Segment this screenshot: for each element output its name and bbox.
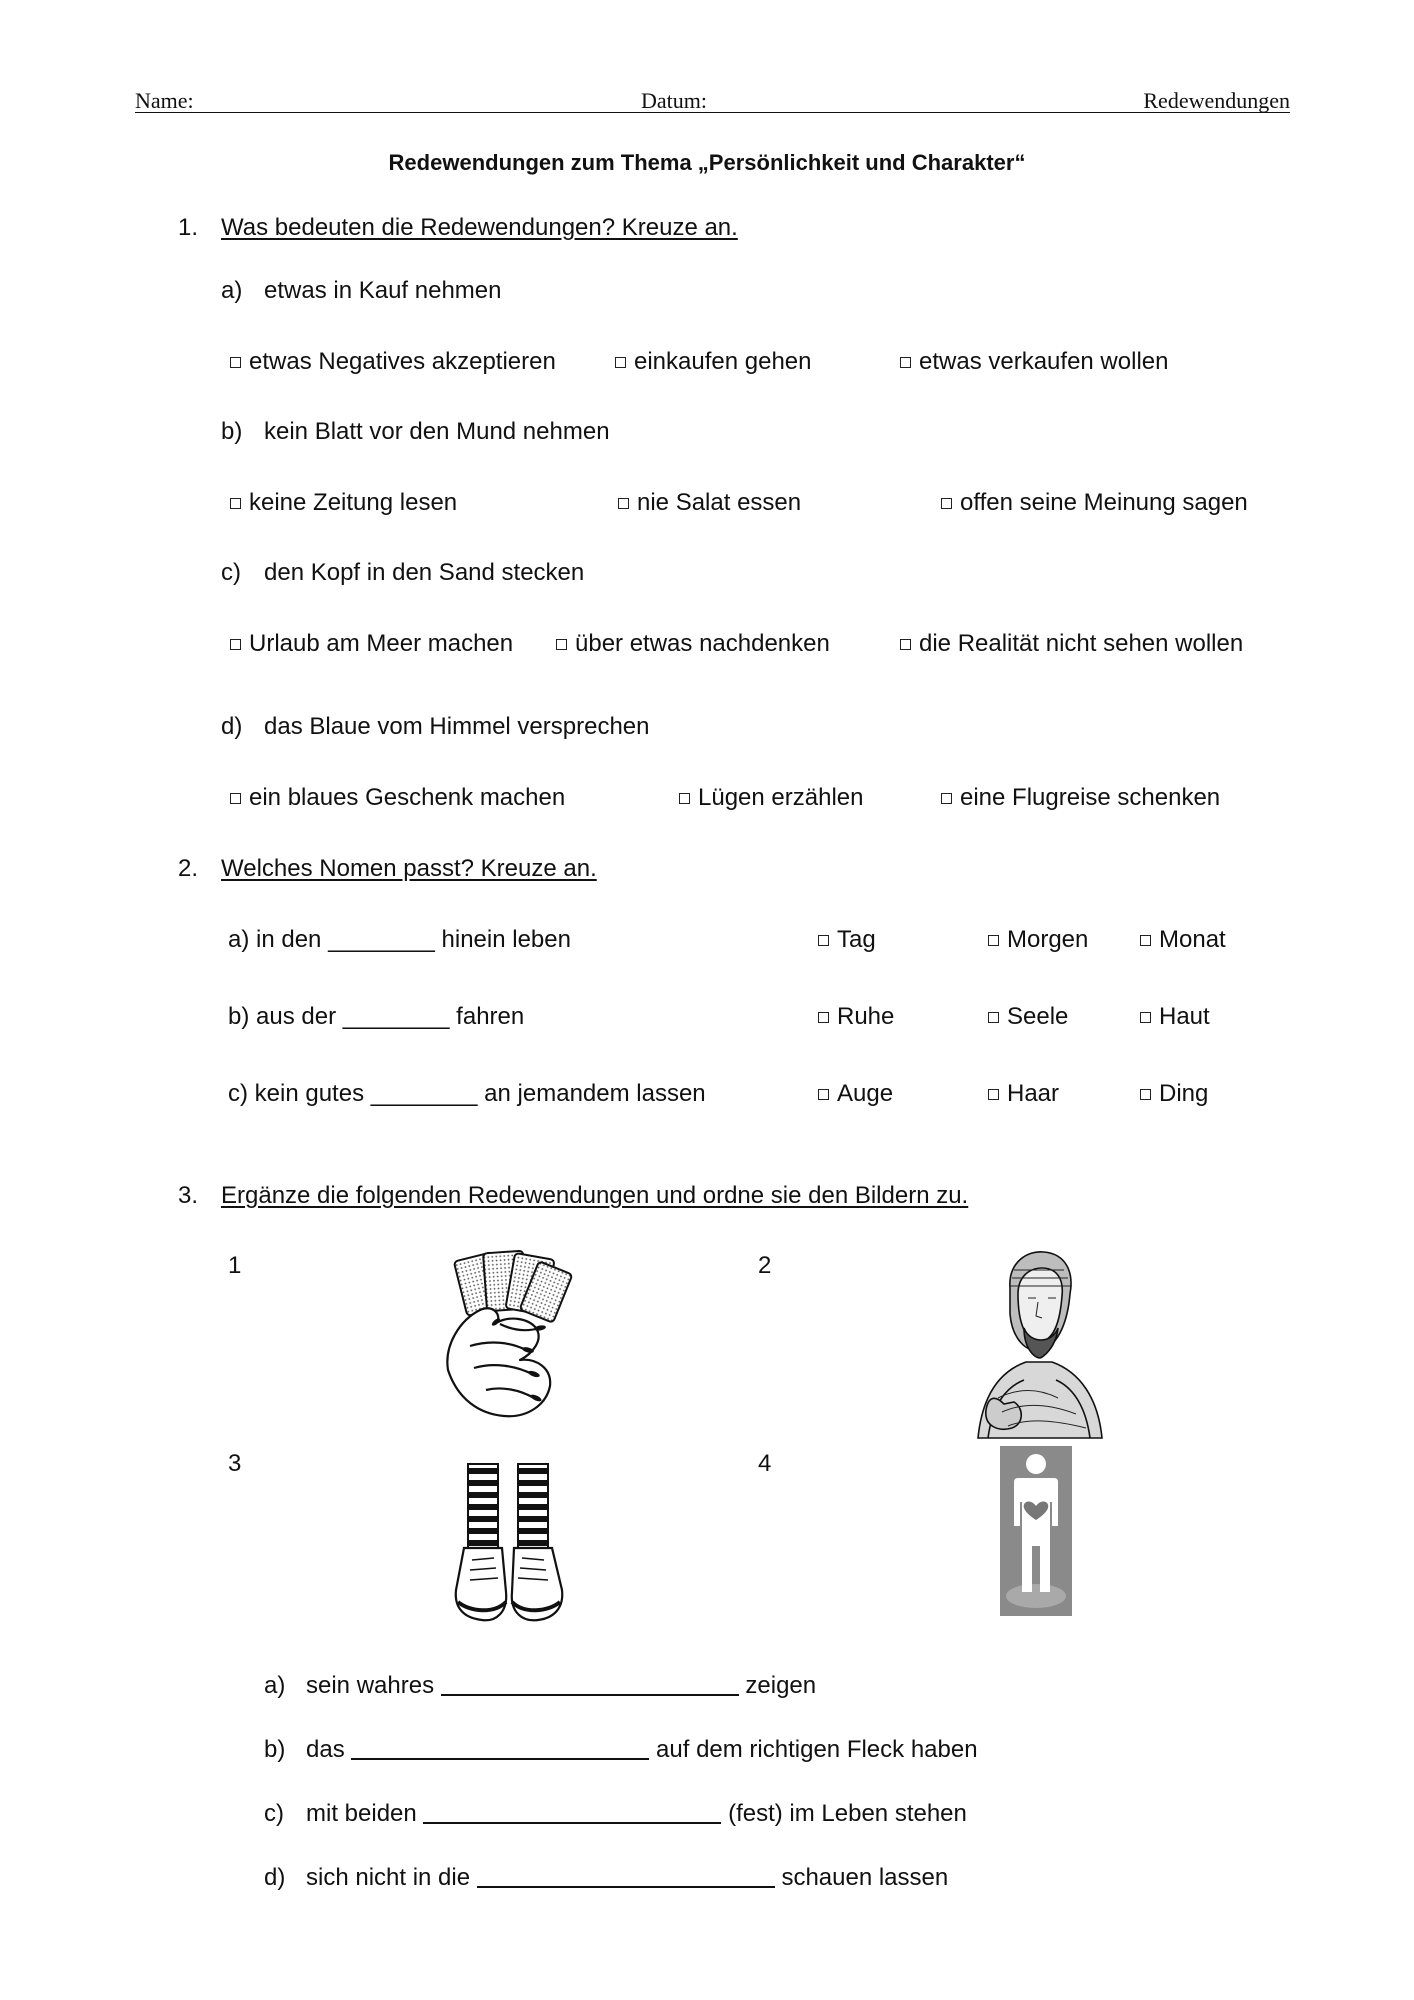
sentence-after: zeigen [745, 1672, 817, 1699]
checkbox-option[interactable] [941, 489, 1248, 517]
task1-a-letter: a) [221, 277, 243, 304]
option-label: Haar [1007, 1080, 1060, 1107]
option-label: etwas Negatives akzeptieren [249, 348, 556, 375]
checkbox-option[interactable] [900, 630, 1243, 658]
checkbox-icon[interactable] [941, 498, 952, 509]
sentence-letter: d) [264, 1864, 286, 1891]
checkbox-icon[interactable] [556, 639, 567, 650]
option-label: Monat [1159, 926, 1226, 953]
checkbox-option[interactable] [818, 1080, 893, 1108]
page-title: Redewendungen zum Thema „Persönlichkeit und Charakter“ [388, 150, 1026, 175]
checkbox-option[interactable] [230, 784, 565, 812]
checkbox-option[interactable] [818, 1003, 894, 1031]
checkbox-icon[interactable] [230, 357, 241, 368]
sentence-letter: c) [264, 1800, 284, 1827]
checkbox-option[interactable] [1140, 1003, 1210, 1031]
sentence-c [306, 1800, 967, 1828]
checkbox-option[interactable] [988, 1080, 1059, 1108]
checkbox-option[interactable] [230, 630, 513, 658]
option-label: Seele [1007, 1003, 1069, 1030]
option-label: Lügen erzählen [698, 784, 864, 811]
checkbox-icon[interactable] [818, 1089, 829, 1100]
checkbox-icon[interactable] [988, 1012, 999, 1023]
checkbox-icon[interactable] [618, 498, 629, 509]
checkbox-option[interactable] [679, 784, 863, 812]
checkbox-option[interactable] [900, 348, 1168, 376]
task1-d-phrase: das Blaue vom Himmel versprechen [264, 713, 650, 740]
sentence-before: das [306, 1736, 345, 1763]
checkbox-icon[interactable] [615, 357, 626, 368]
option-label: Ruhe [837, 1003, 895, 1030]
checkbox-icon[interactable] [1140, 1089, 1151, 1100]
task3-number: 3. [178, 1182, 199, 1209]
answer-blank[interactable] [477, 1866, 775, 1888]
header-rule [135, 112, 1290, 113]
checkbox-icon[interactable] [1140, 1012, 1151, 1023]
checkbox-icon[interactable] [818, 935, 829, 946]
cards-in-hands-icon [440, 1250, 575, 1422]
task1-instruction: Was bedeuten die Redewendungen? Kreuze an. [221, 214, 738, 241]
sentence-d [306, 1864, 948, 1892]
task1-b-phrase: kein Blatt vor den Mund nehmen [264, 418, 610, 445]
sentence-before: mit beiden [306, 1800, 417, 1827]
portrait-man-icon [968, 1248, 1108, 1438]
option-label: Ding [1159, 1080, 1209, 1107]
checkbox-icon[interactable] [230, 639, 241, 650]
sentence-after: (fest) im Leben stehen [728, 1800, 967, 1827]
option-label: keine Zeitung lesen [249, 489, 458, 516]
task2-a-text: a) in den ________ hinein leben [228, 926, 571, 953]
picture-number: 3 [228, 1450, 242, 1477]
checkbox-option[interactable] [1140, 926, 1226, 954]
checkbox-icon[interactable] [988, 1089, 999, 1100]
checkbox-option[interactable] [988, 926, 1088, 954]
option-label: über etwas nachdenken [575, 630, 830, 657]
option-label: Tag [837, 926, 876, 953]
option-label: etwas verkaufen wollen [919, 348, 1169, 375]
figure-with-heart-icon [1000, 1446, 1072, 1616]
checkbox-option[interactable] [556, 630, 830, 658]
option-label: Morgen [1007, 926, 1089, 953]
task1-c-phrase: den Kopf in den Sand stecken [264, 559, 585, 586]
checkbox-icon[interactable] [900, 639, 911, 650]
checkbox-icon[interactable] [1140, 935, 1151, 946]
answer-blank[interactable] [441, 1674, 739, 1696]
checkbox-option[interactable] [230, 489, 457, 517]
sentence-before: sich nicht in die [306, 1864, 471, 1891]
date-label: Datum: [641, 88, 707, 113]
checkbox-option[interactable] [818, 926, 876, 954]
task3-instruction: Ergänze die folgenden Redewendungen und ordne sie den Bildern zu. [221, 1182, 969, 1209]
checkbox-icon[interactable] [679, 793, 690, 804]
option-label: nie Salat essen [637, 489, 802, 516]
task2-instruction: Welches Nomen passt? Kreuze an. [221, 855, 597, 882]
task2-number: 2. [178, 855, 199, 882]
checkbox-option[interactable] [988, 1003, 1068, 1031]
picture-number: 4 [758, 1450, 772, 1477]
sentence-letter: a) [264, 1672, 286, 1699]
checkbox-icon[interactable] [230, 498, 241, 509]
option-label: eine Flugreise schenken [960, 784, 1221, 811]
checkbox-option[interactable] [1140, 1080, 1208, 1108]
checkbox-option[interactable] [615, 348, 812, 376]
sentence-b [306, 1736, 978, 1764]
checkbox-icon[interactable] [941, 793, 952, 804]
sentence-after: auf dem richtigen Fleck haben [656, 1736, 978, 1763]
sentence-after: schauen lassen [781, 1864, 949, 1891]
task2-b-text: b) aus der ________ fahren [228, 1003, 525, 1030]
picture-number: 2 [758, 1252, 772, 1279]
name-label: Name: [135, 88, 194, 113]
task1-b-letter: b) [221, 418, 243, 445]
topic-label: Redewendungen [1143, 88, 1290, 113]
answer-blank[interactable] [423, 1802, 721, 1824]
checkbox-icon[interactable] [900, 357, 911, 368]
checkbox-icon[interactable] [818, 1012, 829, 1023]
answer-blank[interactable] [351, 1738, 649, 1760]
option-label: Auge [837, 1080, 894, 1107]
option-label: Urlaub am Meer machen [249, 630, 514, 657]
checkbox-option[interactable] [618, 489, 801, 517]
sentence-letter: b) [264, 1736, 286, 1763]
task1-number: 1. [178, 214, 199, 241]
striped-legs-sneakers-icon [450, 1462, 570, 1624]
task1-c-letter: c) [221, 559, 241, 586]
picture-number: 1 [228, 1252, 242, 1279]
checkbox-option[interactable] [230, 348, 556, 376]
option-label: einkaufen gehen [634, 348, 812, 375]
task1-a-phrase: etwas in Kauf nehmen [264, 277, 502, 304]
option-label: Haut [1159, 1003, 1210, 1030]
checkbox-option[interactable] [941, 784, 1220, 812]
checkbox-icon[interactable] [988, 935, 999, 946]
sentence-before: sein wahres [306, 1672, 435, 1699]
sentence-a [306, 1672, 816, 1700]
task2-c-text: c) kein gutes ________ an jemandem lassen [228, 1080, 706, 1107]
option-label: die Realität nicht sehen wollen [919, 630, 1244, 657]
option-label: ein blaues Geschenk machen [249, 784, 566, 811]
option-label: offen seine Meinung sagen [960, 489, 1248, 516]
checkbox-icon[interactable] [230, 793, 241, 804]
task1-d-letter: d) [221, 713, 243, 740]
